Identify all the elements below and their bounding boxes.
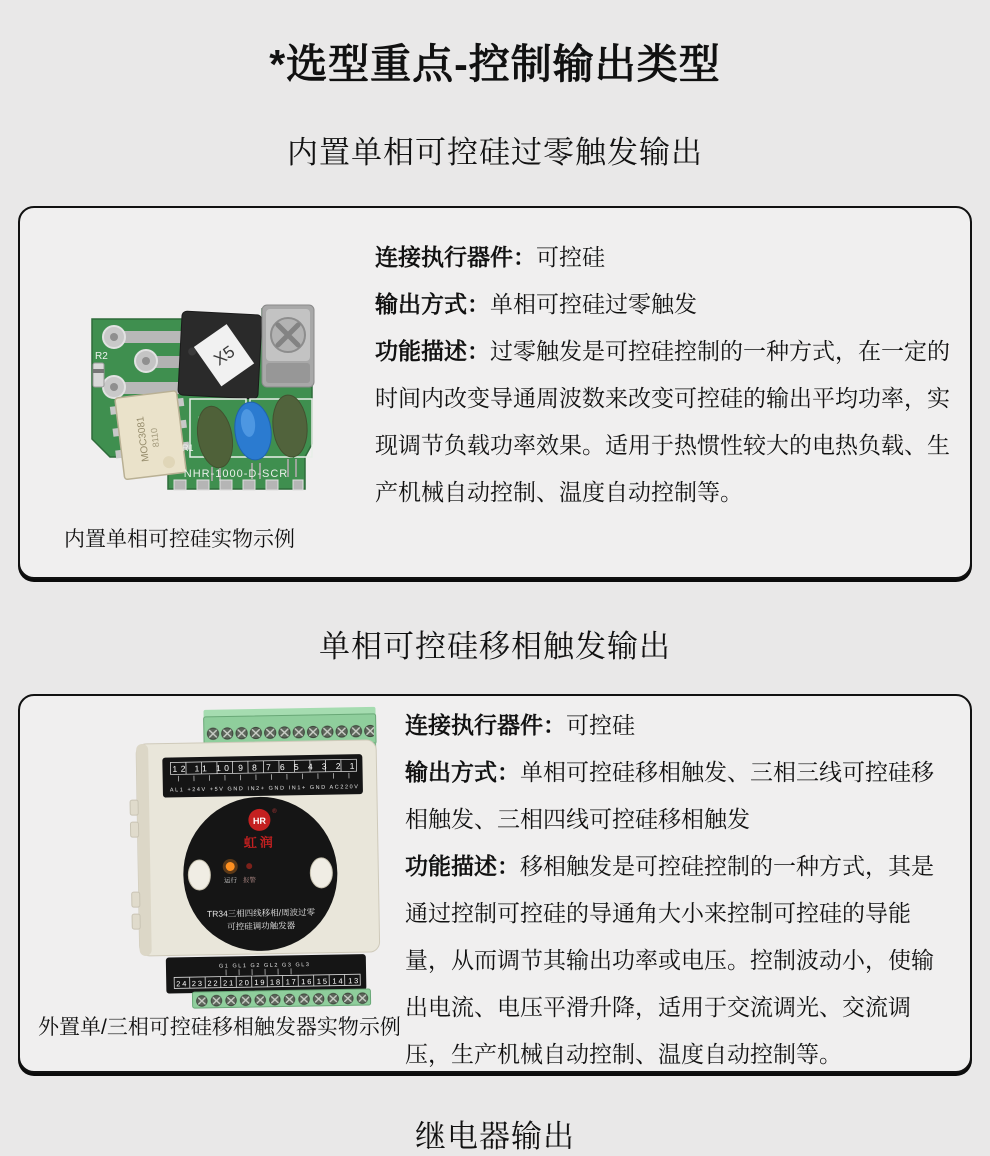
chip-marking-line2: 8110 <box>148 427 162 449</box>
field-value: 单相可控硅过零触发 <box>490 291 697 318</box>
pcb-resistor-r2 <box>93 363 104 387</box>
registered-mark: ® <box>272 808 277 815</box>
brand-name: 虹润 <box>243 834 276 851</box>
bottom-terminal-numbers: 24 23 22 21 20 19 18 17 16 15 14 13 <box>176 976 359 989</box>
field-label: 功能描述： <box>375 338 490 365</box>
top-terminal-labels: AL1 +24V +5V GND IN2+ GND IN1+ GND AC220V <box>169 784 358 794</box>
phase-shift-specs <box>405 696 970 1071</box>
section-heading-relay: 继电器输出 <box>415 1119 575 1155</box>
device-model-line2: 可控硅调功触发器 <box>227 920 296 932</box>
zero-cross-figure <box>20 208 375 577</box>
field-description <box>375 328 956 516</box>
field-output-mode <box>375 281 956 328</box>
field-value: 移相触发是可控硅控制的一种方式，其是通过控制可控硅的导通角大小来控制可控硅的导能量，从而调节其输出功率或电压。控制波动小，使输出电流、电压平滑升降，适用于交流调光、交流调压，生产机械自动控制、温度自动控制等。 <box>405 853 934 1068</box>
field-value: 可控硅 <box>566 712 635 739</box>
card-zero-cross <box>18 206 972 579</box>
mount-hole-right <box>310 858 333 888</box>
field-label: 功能描述： <box>405 853 520 880</box>
bottom-label-strip <box>166 954 367 993</box>
pcb-screw-terminal <box>262 305 314 387</box>
field-label: 连接执行器件： <box>375 244 536 271</box>
phase-shift-caption: 外置单/三相可控硅移相触发器实物示例 <box>38 1016 401 1040</box>
section-heading-zero-cross: 内置单相可控硅过零触发输出 <box>287 135 703 171</box>
pcb-photo <box>62 299 342 514</box>
pcb-silkscreen-r2: R2 <box>95 351 108 363</box>
mount-hole-left <box>188 860 211 890</box>
pcb-black-chip <box>178 311 262 399</box>
device-model-line1: TR34三相四线移相/周波过零 <box>206 907 316 920</box>
top-label-strip <box>162 754 363 797</box>
bottom-terminal-labels: G1 GL1 G2 GL2 G3 GL3 <box>218 962 309 970</box>
field-value: 可控硅 <box>536 244 605 271</box>
zero-cross-specs <box>375 208 970 577</box>
run-led-label: 运行 <box>223 877 238 885</box>
pcb-silkscreen-r1: R1 <box>182 443 194 454</box>
field-label: 输出方式： <box>375 291 490 318</box>
phase-shift-figure <box>20 696 405 1071</box>
card-phase-shift <box>18 694 972 1073</box>
field-value: 过零触发是可控硅控制的一种方式，在一定的时间内改变导通周波数来改变可控硅的输出平均功率，实现调节负载功率效果。适用于热惯性较大的电热负载、生产机械自动控制、温度自动控制等。 <box>375 338 950 506</box>
chip-sticker-label: X5 <box>210 342 239 370</box>
field-output-mode <box>405 749 956 843</box>
field-description <box>405 843 956 1073</box>
bottom-terminal-block <box>192 989 370 1008</box>
trigger-device-photo <box>120 704 392 1009</box>
field-value: 单相可控硅移相触发、三相三线可控硅移相触发、三相四线可控硅移相触发 <box>405 759 934 833</box>
resistor-band <box>93 369 104 373</box>
page-title: *选型重点-控制输出类型 <box>269 41 721 87</box>
field-label: 输出方式： <box>405 759 520 786</box>
pcb-optocoupler-chip <box>109 390 192 480</box>
section-heading-phase-shift: 单相可控硅移相触发输出 <box>319 629 671 665</box>
zero-cross-caption: 内置单相可控硅实物示例 <box>64 528 295 552</box>
pcb-model-silkscreen: NHR-1000-D-SCR <box>183 468 289 481</box>
field-label: 连接执行器件： <box>405 712 566 739</box>
chip-marking-line1: MOC3081 <box>135 415 152 463</box>
alarm-led-label: 报警 <box>242 877 257 885</box>
brand-logo-mark: HR <box>252 816 267 827</box>
top-terminal-numbers: 12 11 10 9 8 7 6 5 4 3 2 1 <box>172 760 355 775</box>
field-actuator <box>405 702 956 749</box>
field-actuator <box>375 234 956 281</box>
